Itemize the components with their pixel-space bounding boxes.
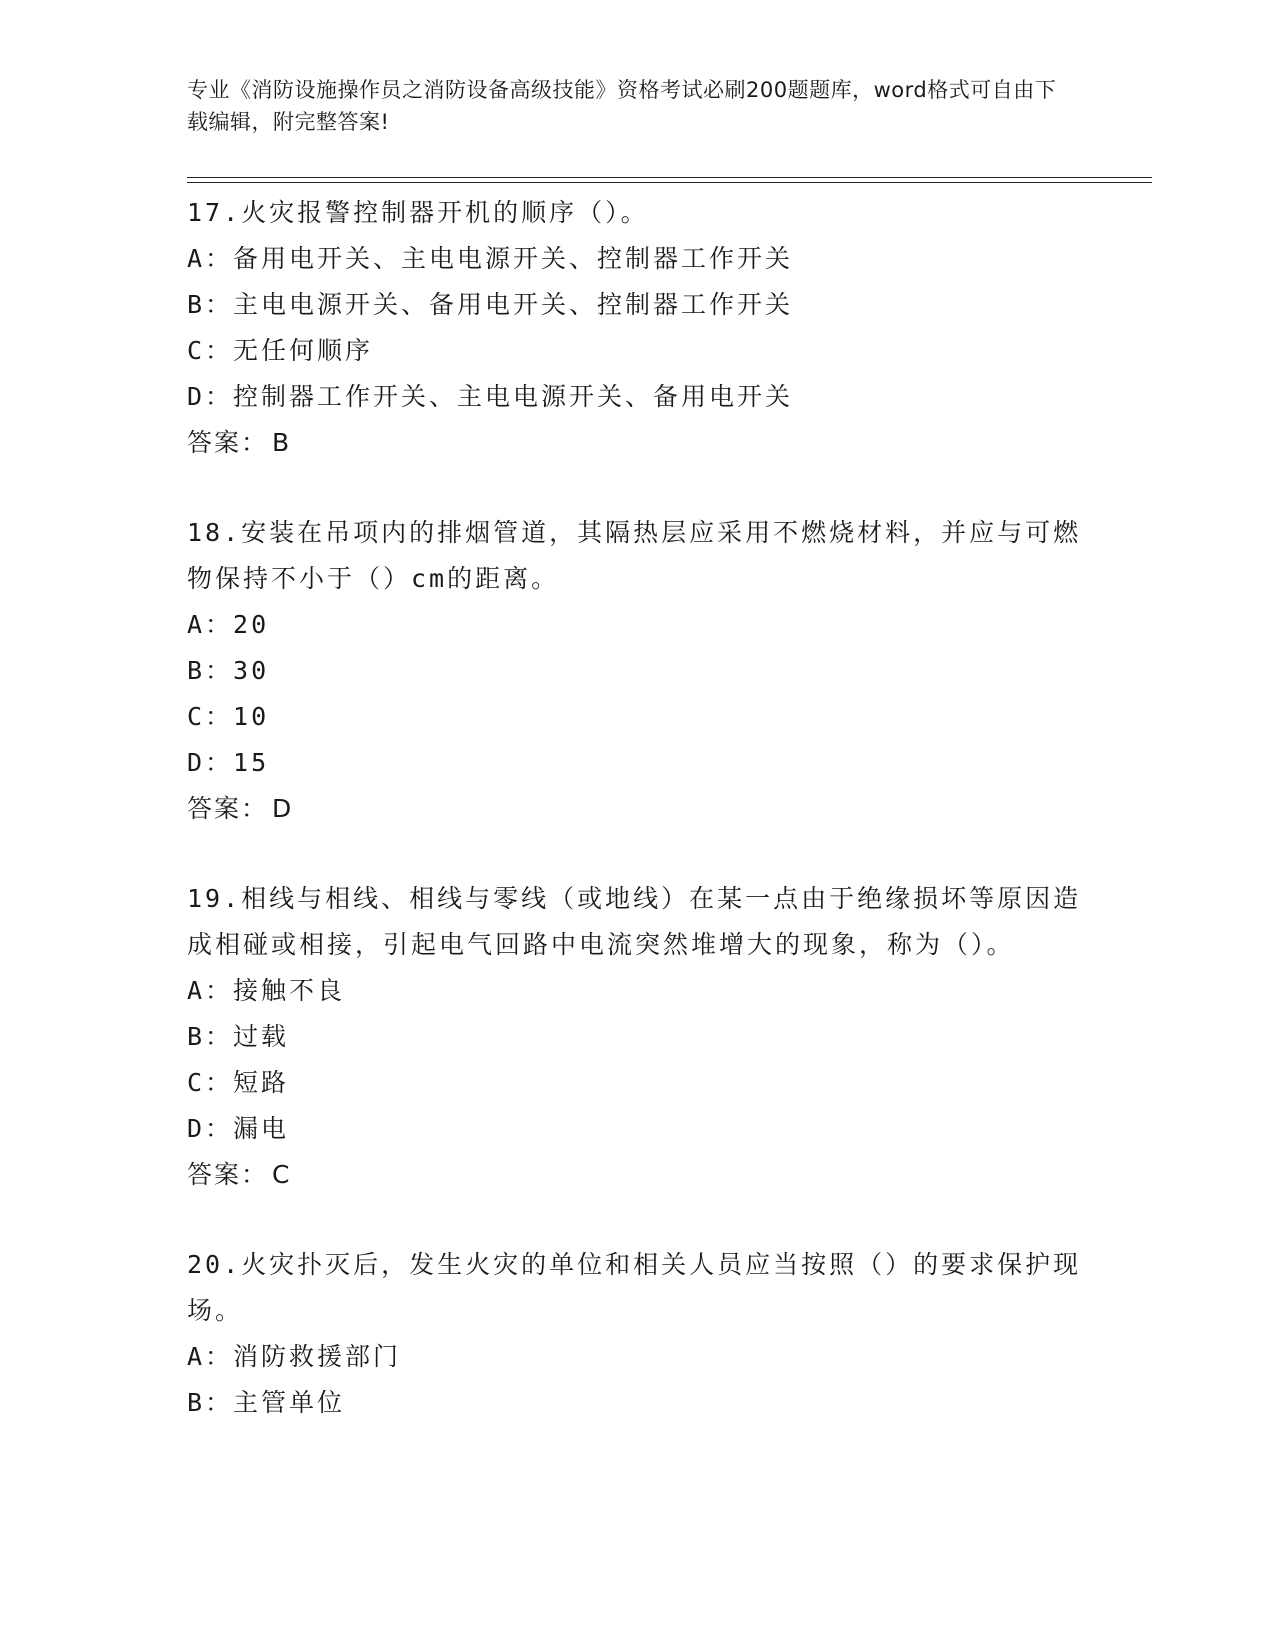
- document-header: 专业《消防设施操作员之消防设备高级技能》资格考试必刷200题题库，word格式可自由下载编辑，附完整答案!: [187, 78, 1057, 134]
- option-c: C：短路: [187, 1068, 290, 1097]
- option-d: D：漏电: [187, 1114, 290, 1143]
- option-a: A：备用电开关、主电电源开关、控制器工作开关: [187, 244, 794, 273]
- answer-line: [187, 1152, 1087, 1198]
- answer-value: D: [272, 794, 294, 823]
- question-stem: 20.火灾扑灭后，发生火灾的单位和相关人员应当按照（）的要求保护现场。: [187, 1250, 1082, 1325]
- answer-value: C: [272, 1160, 292, 1189]
- option-c: C：无任何顺序: [187, 336, 374, 365]
- question-list: [187, 190, 1087, 1470]
- header-divider-top: [187, 177, 1152, 178]
- option-c: C：10: [187, 702, 270, 731]
- question-stem: 19.相线与相线、相线与零线（或地线）在某一点由于绝缘损坏等原因造成相碰或相接，引起电气回路中电流突然堆增大的现象，称为（）。: [187, 884, 1082, 959]
- option-d: D：15: [187, 748, 270, 777]
- option-b: B：30: [187, 656, 270, 685]
- answer-value: B: [272, 428, 292, 457]
- answer-label: 答案：: [187, 794, 269, 823]
- option-a: A：20: [187, 610, 270, 639]
- answer-line: [187, 786, 1087, 832]
- option-a: A：消防救援部门: [187, 1342, 402, 1371]
- answer-label: 答案：: [187, 1160, 269, 1189]
- option-b: B：主电电源开关、备用电开关、控制器工作开关: [187, 290, 794, 319]
- question-20: [187, 1242, 1087, 1426]
- question-19: [187, 876, 1087, 1198]
- option-b: B：过载: [187, 1022, 290, 1051]
- answer-label: 答案：: [187, 428, 269, 457]
- option-b: B：主管单位: [187, 1388, 346, 1417]
- question-17: [187, 190, 1087, 466]
- option-a: A：接触不良: [187, 976, 346, 1005]
- answer-line: [187, 420, 1087, 466]
- question-18: [187, 510, 1087, 832]
- option-d: D：控制器工作开关、主电电源开关、备用电开关: [187, 382, 794, 411]
- question-stem: 18.安装在吊项内的排烟管道，其隔热层应采用不燃烧材料，并应与可燃物保持不小于（）cm的距离。: [187, 518, 1082, 593]
- header-divider-bottom: [187, 182, 1152, 183]
- question-stem: 17.火灾报警控制器开机的顺序（）。: [187, 198, 649, 227]
